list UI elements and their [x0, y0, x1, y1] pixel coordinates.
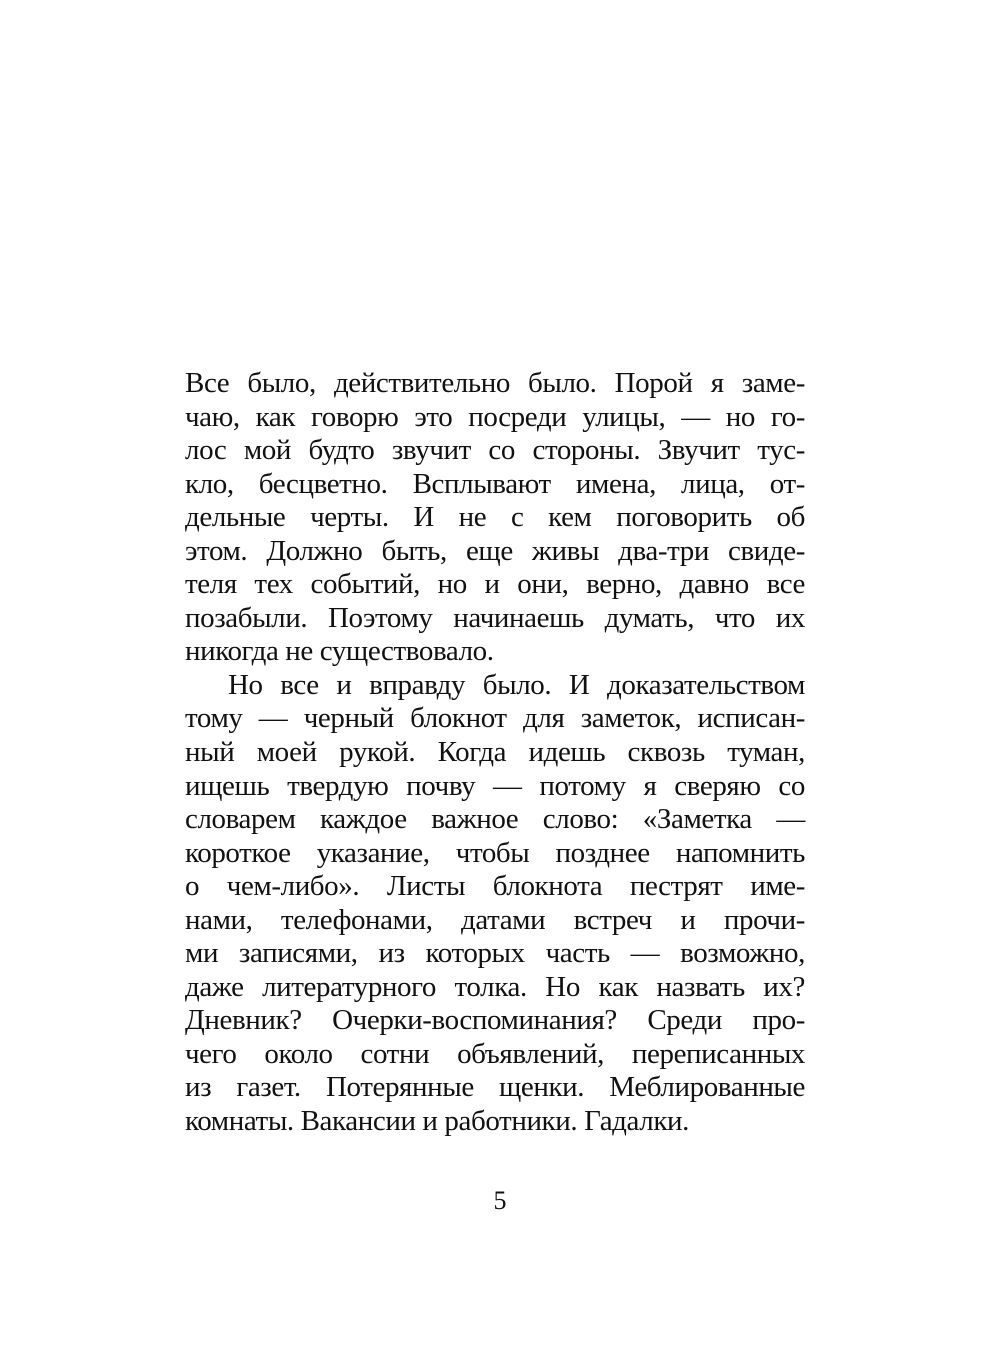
- text-line: тому — черный блокнот для заметок, исписан-: [185, 702, 805, 735]
- text-line: теля тех событий, но и они, верно, давно все: [185, 568, 805, 601]
- text-line: словарем каждое важное слово: «Заметка —: [185, 803, 805, 836]
- text-line: никогда не существовало.: [185, 635, 494, 668]
- text-line: кло, бесцветно. Всплывают имена, лица, от-: [185, 467, 805, 500]
- text-line: позабыли. Поэтому начинаешь думать, что их: [185, 601, 805, 634]
- text-line: этом. Должно быть, еще живы два-три свиде-: [185, 534, 805, 567]
- text-line: Все было, действительно было. Порой я заме-: [185, 367, 805, 399]
- text-line: о чем-либо». Листы блокнота пестрят име-: [185, 870, 805, 903]
- text-line: Дневник? Очерки-воспоминания? Среди про-: [185, 1004, 805, 1037]
- text-line: нами, телефонами, датами встреч и прочи-: [185, 903, 805, 936]
- text-line: короткое указание, чтобы позднее напомнить: [185, 836, 805, 869]
- text-line: даже литературного толка. Но как назвать их?: [185, 970, 805, 1003]
- text-line: комнаты. Вакансии и работники. Гадалки.: [185, 1105, 689, 1138]
- text-line: чего около сотни объявлений, переписанных: [185, 1037, 805, 1070]
- body-text: [185, 367, 805, 1139]
- paragraph-1: [185, 367, 805, 669]
- paragraph-2: [185, 669, 805, 1139]
- text-line: из газет. Потерянные щенки. Меблированные: [185, 1071, 805, 1104]
- text-line: чаю, как говорю это посреди улицы, — но го-: [185, 400, 805, 433]
- text-line: Но все и вправду было. И доказательством: [228, 668, 805, 701]
- text-line: лос мой будто звучит со стороны. Звучит тус-: [185, 434, 805, 467]
- text-line: ищешь твердую почву — потому я сверяю со: [185, 769, 805, 802]
- text-line: ми записями, из которых часть — возможно,: [185, 937, 805, 970]
- page-number: 5: [493, 1186, 507, 1215]
- text-line: ный моей рукой. Когда идешь сквозь туман,: [185, 736, 805, 769]
- text-line: дельные черты. И не с кем поговорить об: [185, 501, 805, 534]
